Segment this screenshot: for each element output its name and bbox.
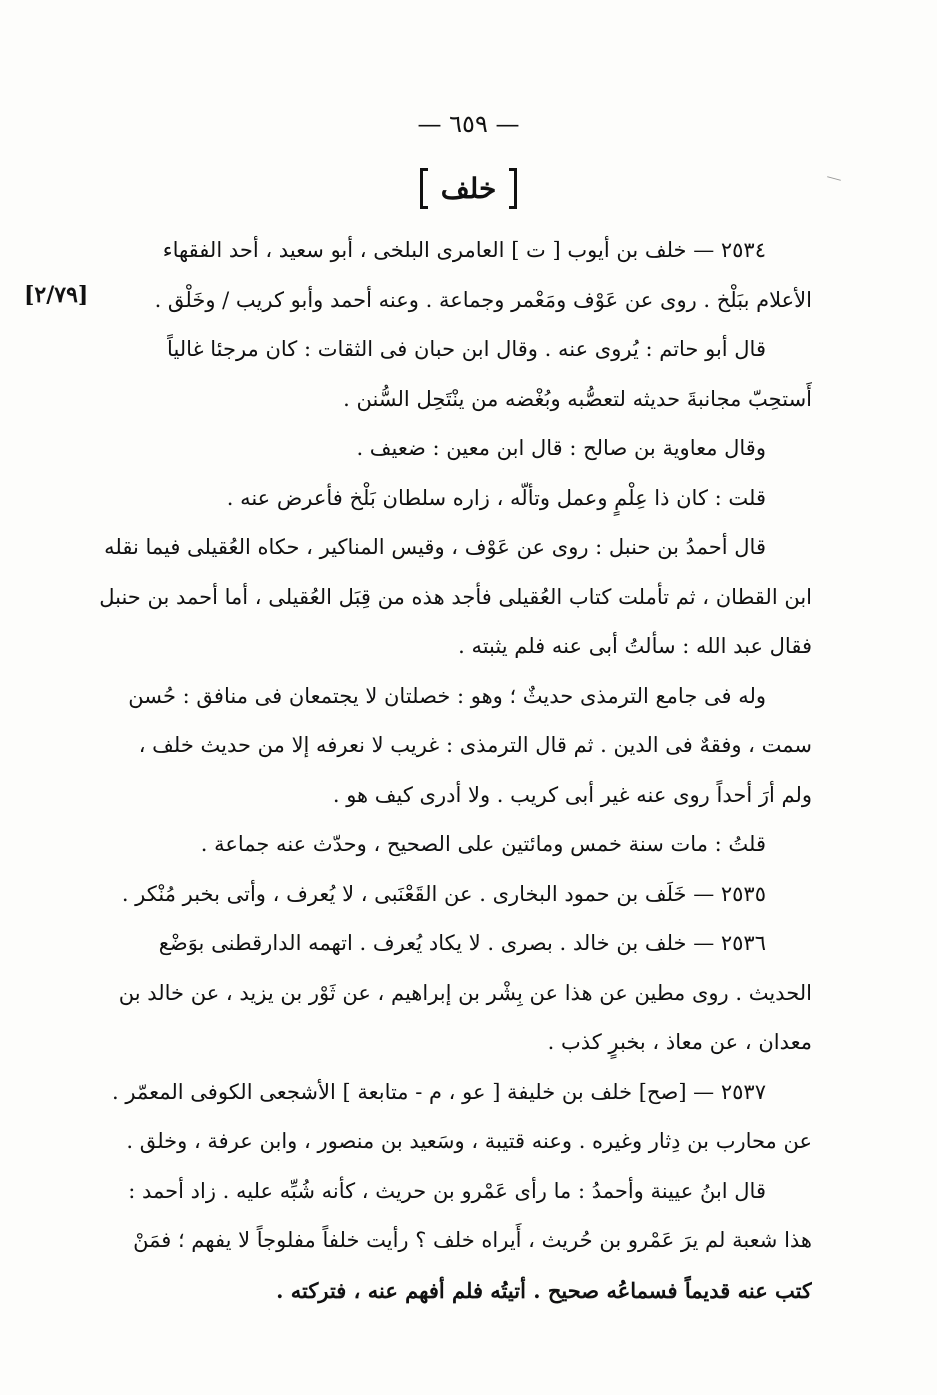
text-line: كتب عنه قديماً فسماعُه صحيح . أتيتُه فلم أفهم عنه ، فتركته . (276, 1277, 812, 1303)
text-line: سمت ، وفقهٌ فى الدين . ثم قال الترمذى : غريب لا نعرفه إلا من حديث خلف ، (138, 733, 812, 757)
text-line: قلت : كان ذا عِلْمٍ وعمل وتألّه ، زاره سلطان بَلْخ فأعرض عنه . (226, 485, 766, 510)
text-line: ٢٥٣٦ — خلف بن خالد . بصرى . لا يكاد يُعرف . اتهمه الدارقطنى بوَضْع (158, 931, 766, 955)
text-line: ٢٥٣٥ — خَلَف بن حمود البخارى . عن القَعْنَبى ، لا يُعرف ، وأتى بخبر مُنْكر . (121, 881, 766, 906)
text-line: أَستحِبّ مجانبةَ حديثه لتعصُّبه وبُغْضه من ينْتَحِل السُّنن . (343, 386, 812, 411)
body-text (62, 226, 812, 1315)
text-line: قلتُ : مات سنة خمس ومائتين على الصحيح ، وحدّث عنه جماعة . (200, 832, 766, 856)
text-line: فقال عبد الله : سألتُ أبى عنه فلم يثبته . (458, 634, 812, 658)
section-heading-label: خلف (420, 168, 518, 209)
text-line: ٢٥٣٧ — [صح] خلف بن خليفة [ عو ، م - متابعة ] الأشجعى الكوفى المعمّر . (112, 1079, 766, 1104)
text-line: وله فى جامع الترمذى حديثٌ ؛ وهو : خصلتان لا يجتمعان فى منافق : حُسن (128, 683, 766, 708)
margin-reference: [٢/٧٩] (24, 282, 89, 308)
text-line: قال ابنُ عيينة وأحمدُ : ما رأى عَمْرو بن حريث ، كأنه شُبِّه عليه . زاد أحمد : (128, 1178, 766, 1203)
section-heading (0, 168, 937, 209)
page-number: — ٦٥٩ — (417, 110, 520, 138)
text-line: الحديث . روى مطين عن هذا عن بِشْر بن إبراهيم ، عن ثَوْر بن يزيد ، عن خالد بن (118, 980, 812, 1005)
text-line: قال أحمدُ بن حنبل : روى عن عَوْف ، وقيس المناكير ، حكاه العُقيلى فيما نقله (104, 535, 766, 559)
text-line: ٢٥٣٤ — خلف بن أيوب [ ت ] العامرى البلخى ، أبو سعيد ، أحد الفقهاء (162, 238, 766, 262)
text-line: الأعلام ببَلْخ . روى عن عَوْف ومَعْمر وجماعة . وعنه أحمد وأبو كريب / وخَلْق . (154, 287, 812, 312)
text-line: هذا شعبة لم يرَ عَمْرو بن حُريث ، أَيراه خلف ؟ رأيت خلفاً مفلوجاً لا يفهم ؛ فمَنْ (133, 1228, 812, 1252)
text-line: وقال معاوية بن صالح : قال ابن معين : ضعيف . (356, 436, 766, 460)
text-line: قال أبو حاتم : يُروى عنه . وقال ابن حبان فى الثقات : كان مرجئا غالياً (167, 337, 766, 361)
text-line: ابن القطان ، ثم تأملت كتاب العُقيلى فأجد هذه من قِبَل العُقيلى ، أما أحمد بن حنبل (99, 584, 812, 609)
text-line: عن محارب بن دِثار وغيره . وعنه قتيبة ، وسَعيد بن منصور ، وابن عرفة ، وخلق . (126, 1129, 812, 1153)
text-line: ولم أرَ أحداً روى عنه غير أبى كريب . ولا أدرى كيف هو . (332, 782, 812, 807)
text-line: معدان ، عن معاذ ، بخبرٍ كذب . (547, 1030, 812, 1054)
